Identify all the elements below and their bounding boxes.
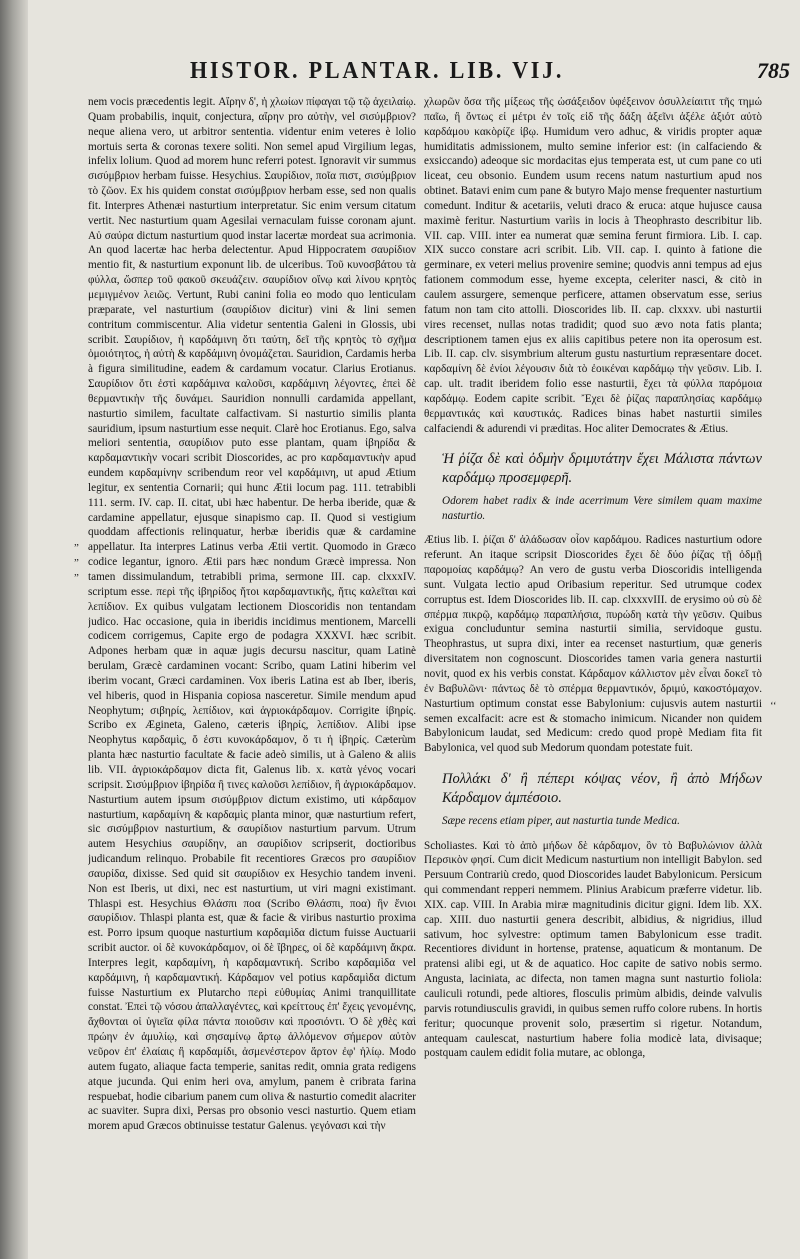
left-column-text: nem vocis præcedentis legit. Αἴρην δ', ἡ χλωίων πίφαγαι τῷ τῷ ἀχειλαίῳ. Quam probabilis, inquit, conjectura, αἴρην pro αὐτὴν, vel σισύμβριον? neque aliena vero, ut arbitror sententia. videntur enim veteres è lolio mortuis serta & coronas texere soliti. Non semel apud Virgilium legas, infelix lolium. Quod ad morem hunc referri potest. Ignoravit vir summus σισύμβριον herbam fuisse. Hesychius. Σαυρίδιον, ποῖα πιστ, σισύμβριον τὸ ζῶον. Ex his quidem constat σισύμβριον herbam esse, sed non qualis fit. Interpres Athenæi nasturtium interpretatur. Sic enim versum citatum vertit. Nec nasturtium quam Agesilai vernaculam fuisse coronam ajunt. Αὐ σαύρα dictum nasturtium quod instar lacertæ mordeat sua acrimonia. An quod lacertæ hac herba delectentur. Apud Hippocratem σαυρίδιον mentio fit, & nasturtium exponunt lib. de ulceribus. Τοῦ κυνοσβάτου τὰ φύλλα, ὥσπερ τοῦ φακοῦ σκευάζειν. σαυρίδιον οἴνῳ καὶ λίνου κρητὸς μεμιγμένον λειῶς. Vertunt, Rubi canini folia eo modo quo lenticulam præparate, vel nasturtium (σαυρίδιον dicitur) vini & lini semen contritum commiscentur. Alia videtur sententia Galeni in Glossis, ubi scribit. Σαυρίδιον, ἡ καρδάμινη ὅτι ταύτη, δεῖ τῆς κρητὸς τὸ σχῆμα ὁμοιότητος, ἡ αὐτὴ & καρδάμινη ὀνομάζεται. Sauridion, Cardamis herba à figura similitudine, eadem & cardamum vocatur. Clarius Erotianus. Σαυρίδιον ὅτι ἐστὶ καρδάμινα καλοῦσι, καρδάμινη λέγοντες, ἐπεὶ δὲ θερμαντικὴν τῆς δυνάμει. Sauridion nonnulli cardamida appellant, nasturtio similem, facultate calfactivam. Si nasturtio similis planta sauridium, ipsum nasturtium esse nequit. Clarè hoc Erotianus. Ego, salva meliori sententia, σαυρίδιον puto esse plantam, quam ἰβηρίδα & καρδαμαντικὴν vocari scribit Dioscorides, ac pro καρδαμαντικὴν apud eundem καρδαμίνην scribendum reor vel καρδάμινη, ut apud Ætium legitur, ex sententia Cornarii; qui hunc Ætii locum pag. 111. tetrabibli 111. serm. IV. cap. II. citat, ubi hæc habentur. De herba iberide, quæ & cardamine appellatur, ejusque sinapismo cap. II. Quod si vestigium quoddam affectionis relinquatur, herbæ iberidis quæ & cardamine appellatur. Ita interpres Latinus verba Ætii vertit. Quomodo in Græco codice legantur, ignoro. Ætii pars hæc nondum Græcè impressa. Non tamen dissimulandum, tetrabibli prima, sermone III. cap. clxxxIV. scriptum esse. περὶ τῆς ἰβηρίδος ἥτοι καρδαμαντικῆς, ἥτις καλεῖται καὶ λεπίδιον. Ex quibus vulgatam lectionem Dioscoridis non tentandam judico. Hac occasione, quia in iberidis incidimus mentionem, Marcelli codicem corrigemus, Capite ergo de podagra XXXVI. hæc scribit. Adpones herbam quæ in aquæ jugis decursu nascitur, quam Latinè berulam, Græcè cardaminen vocant: Scribo, quam Latini hiberim vel iberim vocant, Græci cardaminen. Vox iberis Latina est ab Iber, iberis, vel hiberis, quod in Hispania copiosa nasceretur. Simile mendum apud Neophytum; σιβηρίς, λεπίδιον, καὶ ἀγριοκάρδαμον. Corrigite ἰβηρίς. Scribo ex Æginetа, Galeno, cæteris ἰβηρίς, λεπίδιον. Alibi ipse Neophytus καρδαμὶς, ὅ ἐστι κυνοκάρδαμον, ὅ τι ἡ ἰβηρίς. Cæterùm planta hæc nasturtio facultate & facie adeò similis, ut à Galeno & aliis lib. VII. ἀγριοκάρδαμον dicta fit, Galenus lib. x. κατὰ γένος vocari scripsit. Σισύμβριον ἰβηρίδα ἢ τινες καλοῦσι λεπίδιον, ἢ ἀγριοκάρδαμον. Nasturtium autem ipsum σισύμβριον dictum existimo, uti κάρδαμον nasturtium, καρδαμίνη & καρδαμὶς planta minor, quæ nasturtium refert, sic σισύμβριον nasturtium, & σαυρίδιον nasturtium parvum. Utrum autem Hesychius σαυρίδην, an σαυρίδιον scripserit, doctioribus judicandum relinquo. Probabile fit recentiores Græcos pro σαυρίδιον σαυρίδα, dixisse. Sed quid sit σαυρίδιον ex Hesychio tandem inveni. Non est Iberis, ut dixi, nec est nasturtium, ut viri magni existimant. Thlaspi est. Hesychius Θλάσπι ποα (Scribo Θλάσπι, ποα) ἣν ἔνιοι σαυρίδιον. Thlaspi planta est, quæ & facie & viribus nasturtio proxima est. Porro ipsum quoque nasturtium καρδαμὶδα dictum fuisse Auctuarii scribit auctor. οἱ δὲ κυνοκάρδαμον, οἱ δὲ ἴβηρες, οἱ δὲ καρδάμινη ἄκρα. Interpres legit, καρδαμίνη, ἡ καρδαμαντική. Scribo καρδαμὶδα vel καρδάμινη, ἡ καρδαμαντική. Κάρδαμον vel potius καρδαμὶδα dictum fuisse Nasturtium ex Plutarcho περὶ εὐθυμίας Animi tranquillitate constat. Ἐπεὶ τῷ νόσου ἀπαλλαγέντες, καὶ κρείττους ἐπ' ἔχεις γενομένης, ἄχθονται οἱ ὑγιεῖα φίλα πάντα ποιοῦσιν καὶ προσιόντι. Ὁ δὲ χθὲς καὶ πρώην ἐν ἀμυλίῳ, καὶ σησαμίνῳ ἄρτῳ ἀλλόμενον σήμερον αὐτὸν νεῦρον ἐπ' ἐλαίαις ἢ καρδαμίδι, ἀσμενέστερον ἄρτον ἐφ' ἡλίῳ. Modo autem fugato, aliaque facta temperie, sanitas redit, omnia grata redigens atque jucunda. Qui enim heri ova, amylum, panem è cribrata farina respuebat, hodie cibarium panem cum oliva & nasturtio comedit alacriter ac suaviter. Supra dixi, Persas pro obsonio vesci nasturtio. Quem etiam morem apud Græcos obtinuisse testatur Galenus. γεγόνασι καὶ τὴν — [88, 96, 416, 1133]
greek-verse-quote-2: Πολλάκι δ' ἢ πέπερι κόψας νέον, ἢ ἀπὸ Μήδων Κάρδαμον ἀμπέσοιο. — [442, 771, 762, 807]
binding-shadow — [0, 0, 28, 1259]
left-column — [88, 95, 416, 1255]
right-column-text-top: χλωρῶν ὅσα τῆς μίξεως τῆς ὠσάξειδον ὑφέξεινον ὀσυλλείαιτιτ τῆς τημώ παῖω, ἢ ὄντως εἰ μέτρι ἐν τοῖς εἰδ τῆς δάξη ἀξεῖνι ἀξέλε ἀξιότ αὐτὸ καρδάμου κακὸρίζε ἰβῳ. Humidum vero adhuc, & viridis propter aquæ humiditatis admissionem, multo semine inferior est: (in calfaciendo & exsiccando) adeoque sic mordacitas ejus temperata est, ut cum pane co uti liceat, ceu obsonio. Eundem usum recens natum nasturtium apud nos obtinet. Batavi enim cum pane & butyro Majo mense frequenter nasturtium comedunt. Inditur & acetariis, veluti draco & eruca: atque hujusce causa maximè feritur. Nasturtium varìis in locis à Theophrasto describitur lib. VII. cap. VIII. inter ea numerat quæ semina ferunt firmiora. Lib. I. cap. XIX succo constare acri scribit. Lib. VII. cap. I. quinto à fatione die germinare, ex veteri melius provenire semine; quodvis anni tempus ad ejus fationem commodum esse, hyeme excepta, celeriter nasci, & citò in caulem assurgere, semenque perficere, attamen observatum esse, serius fatum non tam cito attolli. Dioscorides lib. II. cap. clxxxv. ubi nasturtii vires recenset, nullas notas tradidit; quod suo ævo nota fatis planta; descriptionem tamen ejus ex aliis capitibus petere non ita operosum est. Lib. II. cap. clv. sisymbrium alterum gustu nasturtium repræsentare docet. καρδαμίνη δὲ ἐνίοι λέγουσιν διὰ τὸ ἐοικέναι καρδάμῳ τὴν γεῦσιν. Lib. I. cap. ult. tradit iberidem folio esse nasturtii, ἔχει τὰ φύλλα παρόμοια καρδάμῳ. Eodem capite scribit. Ἔχει δὲ ῥίζας παραπλησίας καρδάμῳ θερμαντικάς καὶ καυστικάς. Radices binas habet nasturtii similes calfaciendi & adurendi vi præditas. Hoc aliter Democrates & Ætius. — [424, 96, 762, 435]
right-column-text-middle: Ætius lib. I. ῥίζαι δ' ἀλάδωσαν οἷον καρδάμου. Radices nasturtium odore referunt. An itaque scripsit Dioscorides ἔχει δὲ δύο ῥίζας τῇ ὀδμῇ παρομοίας καρδάμῳ? An vero de gustu verba Dioscoridis intelligenda sunt. Vulgata lectio apud Oribasium reperitur. Sed utrumque codex corruptus est. Idem Dioscorides lib. II. cap. clxxxvIII. de erysimo οὐ σὺ δὲ σπέρμα πικρῷ, καρδάμῳ παραπλήσια, πυρώδη κατὰ τὴν γεῦσιν. Quibus exigua concluduntur semina nasturtii similia, servidoque gustu. Theophrastus, ut supra dixi, inter ea recenset nasturtium, quæ generis diversitatem non cognoscunt. Dioscorides tamen varia genera nasturtii novit, quod ex his verbis constat. Κάρδαμον κάλλιστον μὲν εἶναι δοκεῖ τὸ ἐν Βαβυλῶνι· πάντως δὲ τὸ σπέρμα θερμαντικόν, δριμύ, κακοστόμαχον. Nasturtium optimum constat esse Babylonium: cujusvis autem nasturtii semen excalfacit: acre est & stomacho inimicum. Nicander non quidem Babylonicum laudat, sed Medicum: credo quod propè Mediam fita fit Babylonica, vel quod sub Medorum quondam potestate fuit. — [424, 534, 762, 755]
quotation-mark: „ — [74, 536, 79, 548]
greek-verse-quote-1: Ἡ ῥίζα δὲ καὶ ὀδμὴν δριμυτάτην ἔχει Μάλιστα πάντων καρδάμῳ προσεμφερῆ. — [442, 451, 762, 487]
latin-verse-translation-2: Sæpe recens etiam piper, aut nasturtia tunde Medica. — [442, 815, 680, 828]
right-column — [424, 95, 762, 1255]
quotation-mark: „ — [74, 551, 79, 563]
page-number: 785 — [757, 58, 790, 83]
quotation-mark: ‘‘ — [770, 700, 777, 712]
quotation-mark: „ — [74, 566, 79, 578]
running-title: HISTOR. PLANTAR. LIB. VIJ. — [190, 58, 565, 84]
latin-verse-translation-1: Odorem habet radix & inde acerrimum Vere similem quam maxime nasturtio. — [442, 495, 762, 522]
right-column-text-bottom: Scholiastes. Καὶ τὸ ἀπὸ μήδων δὲ κάρδαμον, ὃν τὸ Βαβυλώνιον ἀλλὰ Περσικὸν φησί. Cum dicit Medicum nasturtium non intelligit Babylon. sed Persuum Contrariù credo, quod Dioscorides laudet Babylonicum. Persicum qui commendant repperi nemmem. Plinius Arabicum præferre videtur. lib. XIX. cap. VIII. In Arabia miræ magnitudinis dicitur gigni. Idem lib. XX. cap. XIII. duo nasturtii genera describit, albidius, & nigridius, illud sativum, hoc sylvestre: optimum tamen Babylonicum esse tradit. Recentiores dividunt in hortense, pratense, aquaticum & montanum. De pratensi alibi egi, ut & de aquatico. Hoc capite de sativo nobis sermo. Angusta, laciniata, ac difecta, non tamen magna sunt nasturtio foliola: cauliculi rotundi, pede altiores, flosculis primùm albidis, deinde valvulis parvis rotundiusculis gravidi, in quibus semen ruffo colore rubens. In hortis feritur; quocunque provenit solo, præsertim si rigetur. Notandum, antequam caulescat, nasturtium habere folia modicè lata, divisaque; postquam caulem edidit folia mutare, ac oblonga, — [424, 839, 762, 1060]
